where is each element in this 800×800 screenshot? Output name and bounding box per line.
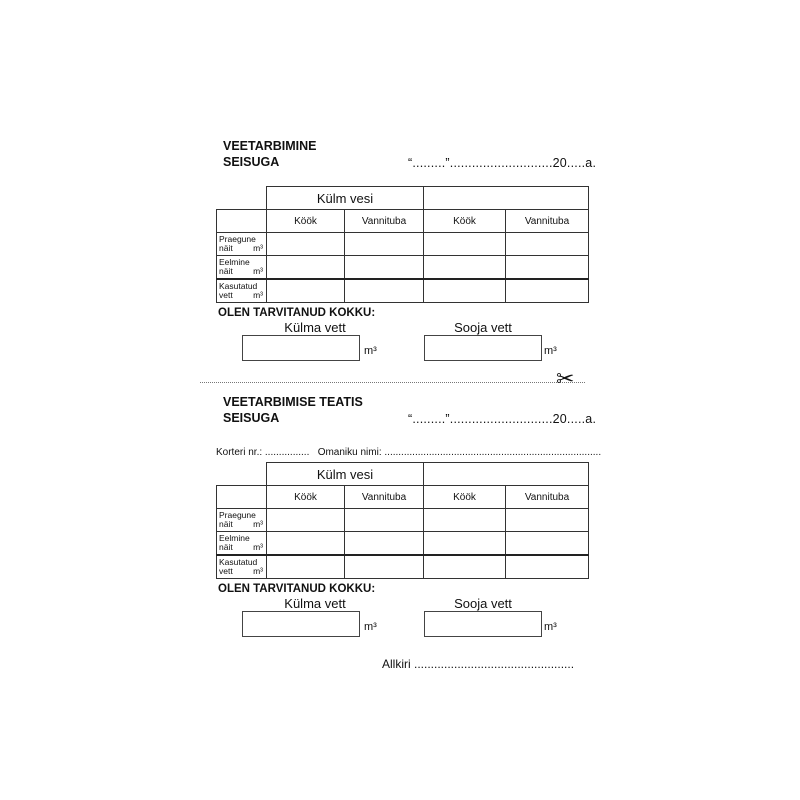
- col-bathroom-hot: Vannituba: [506, 210, 589, 233]
- cell-current-kitchen-cold[interactable]: [267, 233, 345, 256]
- form2-cold-total-input[interactable]: [242, 611, 360, 637]
- group-hot-water: [424, 187, 589, 210]
- form2-cold-total-unit: m³: [364, 621, 377, 633]
- cell-previous-bathroom-hot[interactable]: [506, 532, 589, 556]
- group-cold-water: Külm vesi: [267, 463, 424, 486]
- cell-previous-kitchen-hot[interactable]: [424, 256, 506, 280]
- scissors-icon: ✂: [556, 366, 575, 391]
- row-label-used: Kasutatud vett m³: [217, 279, 267, 303]
- cell-current-bathroom-hot[interactable]: [506, 509, 589, 532]
- form2-title: [223, 394, 363, 426]
- form2-totals-heading: OLEN TARVITANUD KOKKU:: [218, 583, 376, 595]
- table-corner: [217, 463, 267, 486]
- cell-current-bathroom-cold[interactable]: [345, 509, 424, 532]
- row-label-current: Praegune näit m³: [217, 509, 267, 532]
- cell-used-kitchen-cold[interactable]: [267, 555, 345, 579]
- cell-used-bathroom-cold[interactable]: [345, 279, 424, 303]
- cell-current-kitchen-hot[interactable]: [424, 509, 506, 532]
- form2-owner-line: [216, 447, 601, 458]
- cell-previous-bathroom-hot[interactable]: [506, 256, 589, 280]
- form1-hot-total-label: Sooja vett: [454, 320, 512, 335]
- cell-current-bathroom-hot[interactable]: [506, 233, 589, 256]
- form1-totals-heading: OLEN TARVITANUD KOKKU:: [218, 307, 376, 319]
- signature-field[interactable]: Allkiri ................................................: [382, 657, 575, 671]
- row-label-previous: Eelmine näit m³: [217, 256, 267, 280]
- cell-previous-kitchen-cold[interactable]: [267, 532, 345, 556]
- table-header-blank: [217, 486, 267, 509]
- form1-cold-total-input[interactable]: [242, 335, 360, 361]
- cell-current-kitchen-hot[interactable]: [424, 233, 506, 256]
- form2-readings-table: [216, 462, 589, 579]
- form1-title: [223, 138, 317, 170]
- form1-readings-table: [216, 186, 589, 303]
- form1-cold-total-label: Külma vett: [284, 320, 346, 335]
- row-label-current: Praegune näit m³: [217, 233, 267, 256]
- col-bathroom-hot: Vannituba: [506, 486, 589, 509]
- form2-hot-total-unit: m³: [544, 621, 557, 633]
- form1-title-line2: SEISUGA: [223, 155, 280, 169]
- form2-cold-total-label: Külma vett: [284, 596, 346, 611]
- col-bathroom-cold: Vannituba: [345, 486, 424, 509]
- cell-current-kitchen-cold[interactable]: [267, 509, 345, 532]
- col-kitchen-hot: Köök: [424, 486, 506, 509]
- form2-hot-total-input[interactable]: [424, 611, 542, 637]
- cell-previous-bathroom-cold[interactable]: [345, 532, 424, 556]
- cell-used-kitchen-hot[interactable]: [424, 279, 506, 303]
- cell-used-bathroom-hot[interactable]: [506, 555, 589, 579]
- col-kitchen-cold: Köök: [267, 486, 345, 509]
- cell-used-kitchen-cold[interactable]: [267, 279, 345, 303]
- cell-used-bathroom-cold[interactable]: [345, 555, 424, 579]
- owner-name-field[interactable]: Omaniku nimi: ..............................................................................: [317, 447, 602, 458]
- group-hot-water: [424, 463, 589, 486]
- cell-used-bathroom-hot[interactable]: [506, 279, 589, 303]
- form2-hot-total-label: Sooja vett: [454, 596, 512, 611]
- form2-title-line2: SEISUGA: [223, 411, 280, 425]
- row-label-used: Kasutatud vett m³: [217, 555, 267, 579]
- group-cold-water: Külm vesi: [267, 187, 424, 210]
- form2-date-field[interactable]: “.........”............................20.....a.: [408, 412, 597, 426]
- form2-title-line1: VEETARBIMISE TEATIS: [223, 395, 363, 409]
- col-bathroom-cold: Vannituba: [345, 210, 424, 233]
- col-kitchen-hot: Köök: [424, 210, 506, 233]
- form1-hot-total-input[interactable]: [424, 335, 542, 361]
- form1-date-field[interactable]: “.........”............................20.....a.: [408, 156, 597, 170]
- form1-hot-total-unit: m³: [544, 345, 557, 357]
- cell-previous-bathroom-cold[interactable]: [345, 256, 424, 280]
- col-kitchen-cold: Köök: [267, 210, 345, 233]
- cell-used-kitchen-hot[interactable]: [424, 555, 506, 579]
- row-label-previous: Eelmine näit m³: [217, 532, 267, 556]
- cell-previous-kitchen-hot[interactable]: [424, 532, 506, 556]
- table-header-blank: [217, 210, 267, 233]
- form1-cold-total-unit: m³: [364, 345, 377, 357]
- cut-line-divider: [200, 382, 585, 383]
- form1-title-line1: VEETARBIMINE: [223, 139, 317, 153]
- apartment-number-field[interactable]: Korteri nr.: ................: [216, 447, 310, 458]
- cell-previous-kitchen-cold[interactable]: [267, 256, 345, 280]
- cell-current-bathroom-cold[interactable]: [345, 233, 424, 256]
- table-corner: [217, 187, 267, 210]
